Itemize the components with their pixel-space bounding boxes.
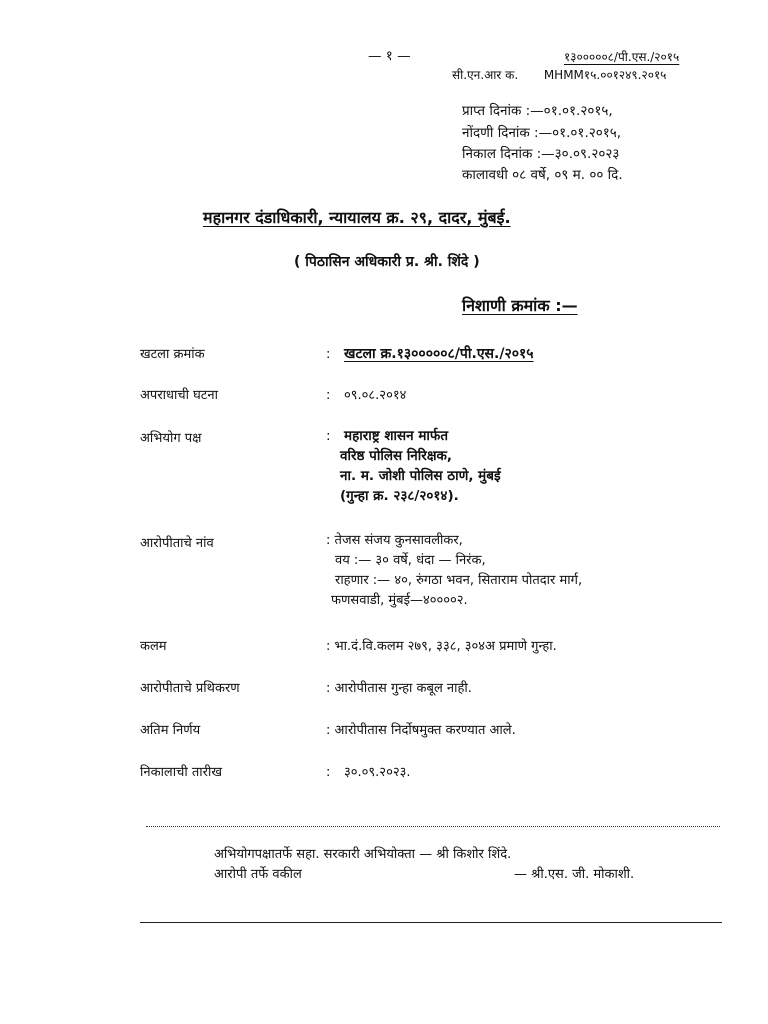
accused-line: फणसवाडी, मुंबई—४००००२. [331,593,468,608]
received-date: प्राप्त दिनांक :—०१.०१.२०१५, [462,103,613,119]
plea-row [326,678,472,696]
prosecution-line: (गुन्हा क्र. २३८/२०१४). [340,488,459,504]
prosecution-colon: : [326,428,331,444]
prosecutor-label: अभियोगपक्षातर्फे सहा. सरकारी अभियोक्ता [214,847,415,862]
section-row [326,636,557,654]
exhibit-heading-text: निशाणी क्रमांक :— [462,296,578,315]
offence-date-label: अपराधाची घटना [140,388,218,403]
plea-label: आरोपीताचे प्रथिकरण [140,681,240,696]
offence-date-colon: : [326,388,331,403]
bottom-rule [140,922,722,923]
final-decision-value: आरोपीतास निर्दोषमुक्त करण्यात आले. [334,723,516,738]
case-number-colon: : [326,347,331,362]
section-value: भा.दं.वि.कलम २७९, ३३८, ३०४अ प्रमाणे गुन्हा. [334,639,557,654]
decided-date: निकाल दिनांक :—३०.०९.२०२३ [462,146,620,162]
section-label: कलम [140,639,167,654]
plea-colon: : [326,681,331,696]
case-number-label: खटला क्रमांक [140,347,205,362]
registered-date: नोंदणी दिनांक :—०१.०१.२०१५, [462,125,622,141]
cnr-label: सी.एन.आर क. [452,68,519,82]
defence-name: — श्री.एस. जी. मोकाशी. [514,867,635,882]
final-decision-row [326,720,516,738]
prosecution-line: वरिष्ठ पोलिस निरिक्षक, [340,448,452,464]
accused-line: तेजस संजय कुनसावलीकर, [334,533,463,548]
presiding-officer: ( पिठासिन अधिकारी प्र. श्री. शिंदे ) [294,254,480,270]
decision-date-colon: : [326,765,331,780]
offence-date-value: ०९.०८.२०१४ [344,388,407,403]
court-title: महानगर दंडाधिकारी, न्यायालय क्र. २९, दादर, मुंबई. [203,208,511,227]
final-decision-label: अतिम निर्णय [140,723,201,738]
dotted-divider [146,826,720,827]
decision-date-label: निकालाची तारीख [140,765,222,780]
case-number-row [326,344,534,363]
accused-line: वय :— ३० वर्षे, धंदा — निरंक, [335,553,486,568]
page-number: — १ — [368,48,411,64]
accused-name-label: आरोपीताचे नांव [140,536,214,551]
decision-date-value: ३०.०९.२०२३. [344,765,411,780]
exhibit-heading [462,294,578,316]
defence-label: आरोपी तर्फे वकील [214,867,302,882]
accused-line: राहणार :— ४०, रुंगठा भवन, सिताराम पोतदार मार्ग, [335,573,583,588]
decision-date-row [326,762,410,780]
prosecution-line: महाराष्ट्र शासन मार्फत [344,428,449,444]
prosecution-line: ना. म. जोशी पोलिस ठाणे, मुंबई [340,468,501,484]
accused-colon: : [326,533,331,548]
prosecution-label: अभियोग पक्ष [140,431,202,446]
plea-value: आरोपीतास गुन्हा कबूल नाही. [334,681,472,696]
prosecutor-name: — श्री किशोर शिंदे. [419,847,512,862]
section-colon: : [326,639,331,654]
case-ref-top: १३०००००८/पी.एस./२०१५ [564,50,680,64]
final-decision-colon: : [326,723,331,738]
cnr-value: MHMM१५.००१२४९.२०१५ [543,68,667,82]
case-number-value: खटला क्र.१३०००००८/पी.एस./२०१५ [344,346,534,362]
offence-date-row [326,385,406,403]
duration: कालावधी ०८ वर्षे, ०९ म. ०० दि. [462,167,623,183]
prosecution-block [326,426,501,506]
prosecutor-line [214,844,511,862]
accused-block [326,531,582,611]
cnr-line [452,66,666,83]
